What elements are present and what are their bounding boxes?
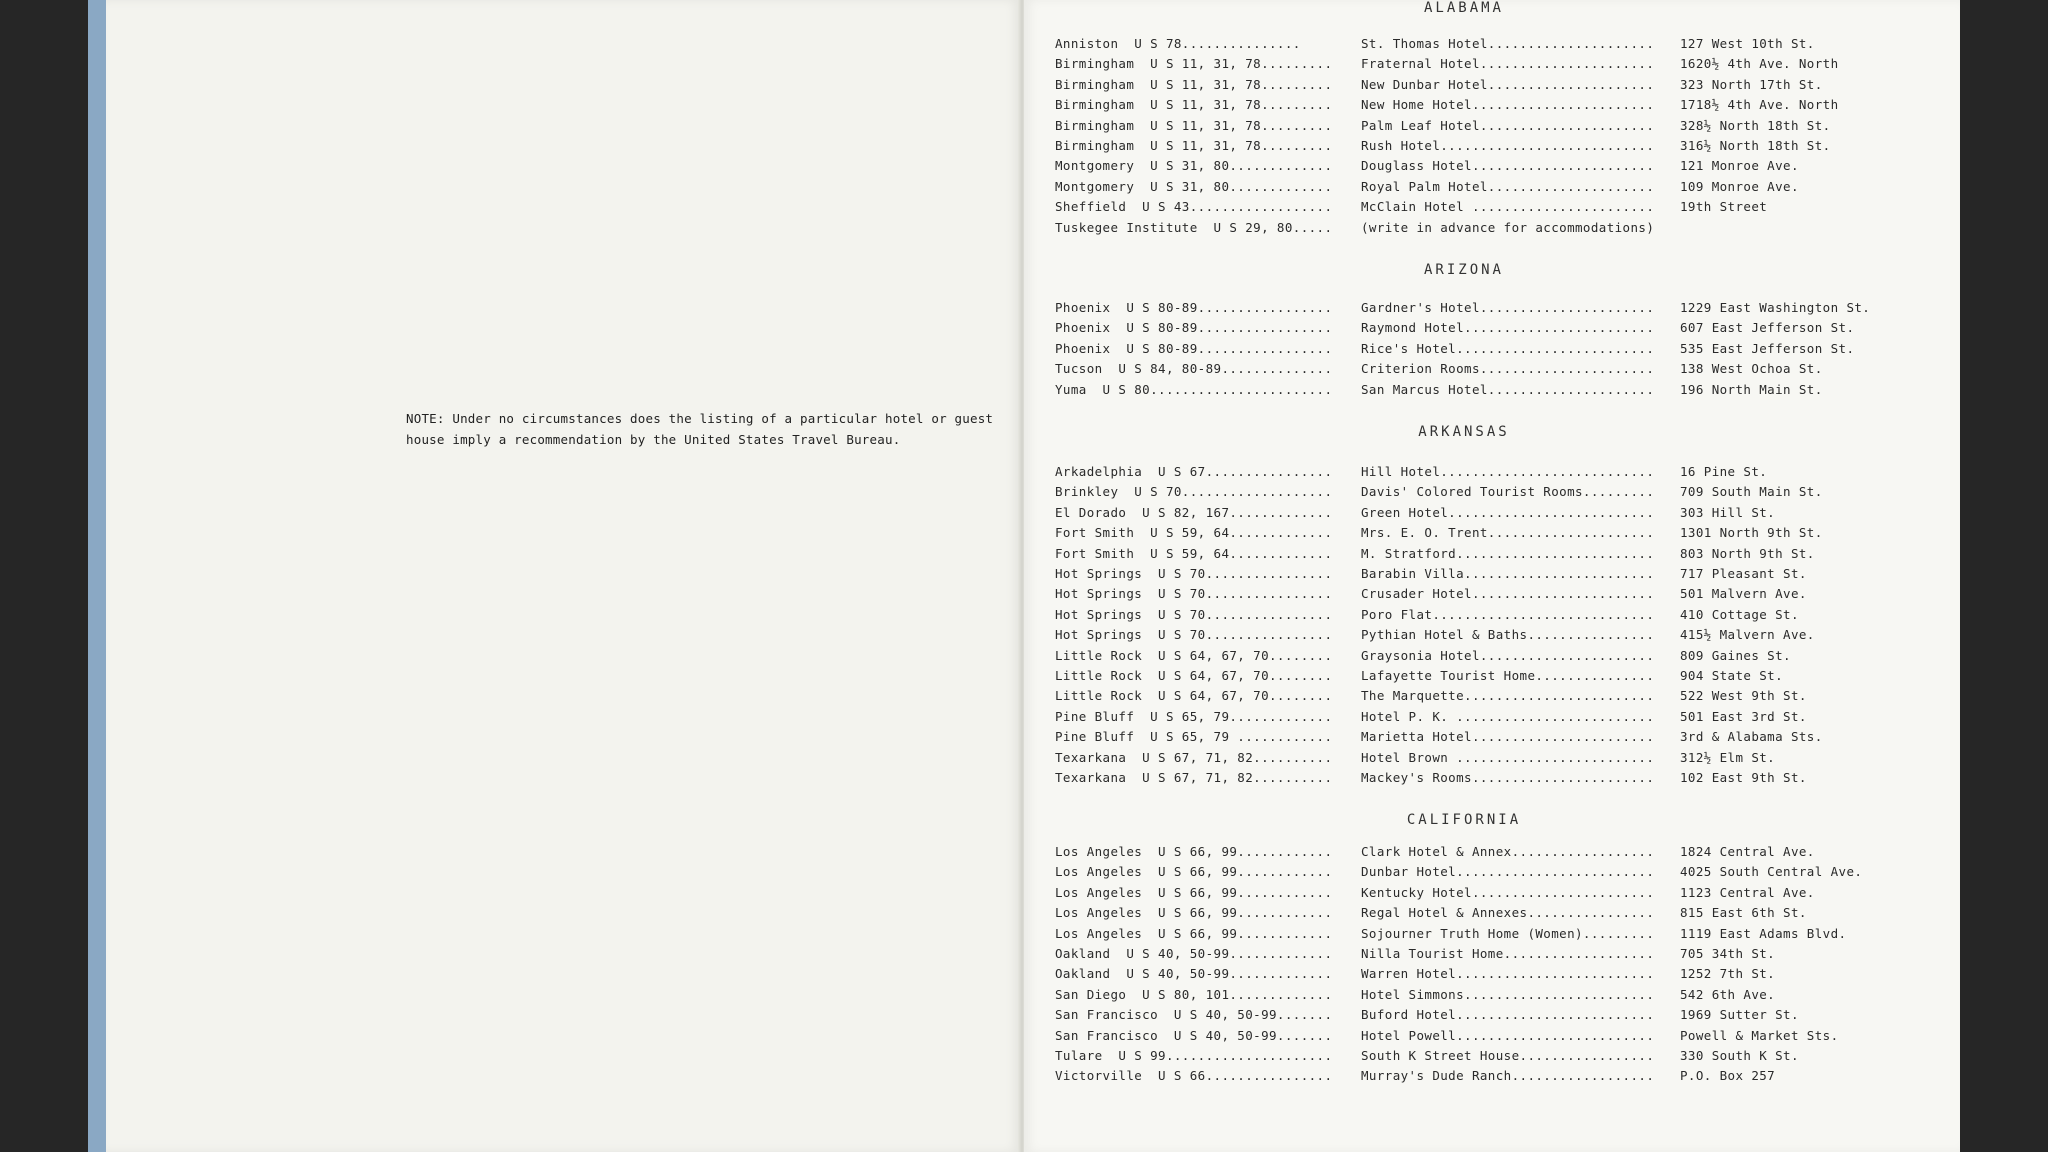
entry-address: 1718½ 4th Ave. North: [1680, 97, 1839, 112]
entry-address: Powell & Market Sts.: [1680, 1028, 1839, 1043]
entry-city: San Francisco U S 40, 50-99.......: [1055, 1007, 1333, 1022]
entry-address: 607 East Jefferson St.: [1680, 320, 1855, 335]
entry-city: Little Rock U S 64, 67, 70........: [1055, 688, 1333, 703]
entry-hotel: Royal Palm Hotel.....................: [1361, 179, 1655, 194]
entry-hotel: Mrs. E. O. Trent.....................: [1361, 525, 1655, 540]
entry-address: 127 West 10th St.: [1680, 36, 1815, 51]
entry-city: Oakland U S 40, 50-99.............: [1055, 946, 1333, 961]
entry-hotel: Raymond Hotel........................: [1361, 320, 1655, 335]
entry-address: 312½ Elm St.: [1680, 750, 1776, 765]
entry-address: 316½ North 18th St.: [1680, 138, 1831, 153]
entry-city: Los Angeles U S 66, 99............: [1055, 905, 1333, 920]
entry-address: 1252 7th St.: [1680, 966, 1776, 981]
entry-city: Texarkana U S 67, 71, 82..........: [1055, 750, 1333, 765]
entry-hotel: Graysonia Hotel......................: [1361, 648, 1655, 663]
entry-city: Phoenix U S 80-89.................: [1055, 320, 1333, 335]
entry-address: 1620½ 4th Ave. North: [1680, 56, 1839, 71]
entry-hotel: Hotel Brown .........................: [1361, 750, 1655, 765]
entry-city: Tulare U S 99.....................: [1055, 1048, 1333, 1063]
entry-city: Los Angeles U S 66, 99............: [1055, 885, 1333, 900]
entry-address: 415½ Malvern Ave.: [1680, 627, 1815, 642]
entry-city: Little Rock U S 64, 67, 70........: [1055, 648, 1333, 663]
entry-address: 717 Pleasant St.: [1680, 566, 1807, 581]
entry-city: Los Angeles U S 66, 99............: [1055, 844, 1333, 859]
entry-address: 1824 Central Ave.: [1680, 844, 1815, 859]
entry-hotel: Lafayette Tourist Home...............: [1361, 668, 1655, 683]
entry-city: Sheffield U S 43..................: [1055, 199, 1333, 214]
entry-address: 121 Monroe Ave.: [1680, 158, 1799, 173]
entry-hotel: Sojourner Truth Home (Women).........: [1361, 926, 1655, 941]
entry-address: 4025 South Central Ave.: [1680, 864, 1863, 879]
entry-hotel: Douglass Hotel.......................: [1361, 158, 1655, 173]
entry-hotel: Fraternal Hotel......................: [1361, 56, 1655, 71]
entry-hotel: Mackey's Rooms.......................: [1361, 770, 1655, 785]
entry-address: 328½ North 18th St.: [1680, 118, 1831, 133]
entry-hotel: Palm Leaf Hotel......................: [1361, 118, 1655, 133]
entry-hotel: Rush Hotel...........................: [1361, 138, 1655, 153]
entry-hotel: Criterion Rooms......................: [1361, 361, 1655, 376]
entry-address: 542 6th Ave.: [1680, 987, 1776, 1002]
entry-hotel: Green Hotel..........................: [1361, 505, 1655, 520]
entry-address: 1119 East Adams Blvd.: [1680, 926, 1847, 941]
entry-city: Los Angeles U S 66, 99............: [1055, 864, 1333, 879]
entry-city: Los Angeles U S 66, 99............: [1055, 926, 1333, 941]
entry-city: Hot Springs U S 70................: [1055, 566, 1333, 581]
state-heading-alabama: ALABAMA: [1423, 0, 1504, 16]
entry-hotel: Hill Hotel...........................: [1361, 464, 1655, 479]
entry-hotel: Buford Hotel.........................: [1361, 1007, 1655, 1022]
entry-address: 323 North 17th St.: [1680, 77, 1823, 92]
entry-hotel: Murray's Dude Ranch..................: [1361, 1068, 1655, 1083]
left-page: [106, 0, 1020, 1152]
entry-address: 410 Cottage St.: [1680, 607, 1799, 622]
entry-hotel: Dunbar Hotel.........................: [1361, 864, 1655, 879]
entry-hotel: New Dunbar Hotel.....................: [1361, 77, 1655, 92]
entry-city: Brinkley U S 70...................: [1055, 484, 1333, 499]
entry-hotel: Crusader Hotel.......................: [1361, 586, 1655, 601]
entry-hotel: Davis' Colored Tourist Rooms.........: [1361, 484, 1655, 499]
entry-hotel: St. Thomas Hotel.....................: [1361, 36, 1655, 51]
entry-city: El Dorado U S 82, 167.............: [1055, 505, 1333, 520]
entry-city: Oakland U S 40, 50-99.............: [1055, 966, 1333, 981]
entry-address: 330 South K St.: [1680, 1048, 1799, 1063]
entry-address: 1229 East Washington St.: [1680, 300, 1871, 315]
entry-city: Birmingham U S 11, 31, 78.........: [1055, 77, 1333, 92]
entry-address: 3rd & Alabama Sts.: [1680, 729, 1823, 744]
entry-city: Pine Bluff U S 65, 79.............: [1055, 709, 1333, 724]
state-heading-arkansas: ARKANSAS: [1418, 424, 1510, 440]
entry-city: Anniston U S 78...............: [1055, 36, 1301, 51]
entry-hotel: M. Stratford.........................: [1361, 546, 1655, 561]
entry-hotel: Nilla Tourist Home...................: [1361, 946, 1655, 961]
entry-hotel: New Home Hotel.......................: [1361, 97, 1655, 112]
entry-city: Fort Smith U S 59, 64.............: [1055, 525, 1333, 540]
entry-address: 1969 Sutter St.: [1680, 1007, 1799, 1022]
entry-address: 803 North 9th St.: [1680, 546, 1815, 561]
entry-hotel: Warren Hotel.........................: [1361, 966, 1655, 981]
entry-address: 19th Street: [1680, 199, 1768, 214]
entry-city: San Diego U S 80, 101.............: [1055, 987, 1333, 1002]
entry-city: Phoenix U S 80-89.................: [1055, 300, 1333, 315]
entry-hotel: South K Street House.................: [1361, 1048, 1655, 1063]
entry-city: Hot Springs U S 70................: [1055, 627, 1333, 642]
entry-address: 1301 North 9th St.: [1680, 525, 1823, 540]
entry-address: 109 Monroe Ave.: [1680, 179, 1799, 194]
entry-address: 501 East 3rd St.: [1680, 709, 1807, 724]
entry-city: Fort Smith U S 59, 64.............: [1055, 546, 1333, 561]
entry-hotel: Hotel P. K. .........................: [1361, 709, 1655, 724]
entry-city: Phoenix U S 80-89.................: [1055, 341, 1333, 356]
state-heading-california: CALIFORNIA: [1406, 812, 1522, 828]
entry-city: Little Rock U S 64, 67, 70........: [1055, 668, 1333, 683]
entry-hotel: The Marquette........................: [1361, 688, 1655, 703]
entry-address: 904 State St.: [1680, 668, 1784, 683]
entry-city: Hot Springs U S 70................: [1055, 607, 1333, 622]
entry-hotel: Barabin Villa........................: [1361, 566, 1655, 581]
entry-address: 501 Malvern Ave.: [1680, 586, 1807, 601]
entry-city: San Francisco U S 40, 50-99.......: [1055, 1028, 1333, 1043]
entry-hotel: Kentucky Hotel.......................: [1361, 885, 1655, 900]
entry-address: 522 West 9th St.: [1680, 688, 1807, 703]
entry-hotel: Marietta Hotel.......................: [1361, 729, 1655, 744]
entry-address: 705 34th St.: [1680, 946, 1776, 961]
entry-address: 138 West Ochoa St.: [1680, 361, 1823, 376]
state-heading-arizona: ARIZONA: [1423, 262, 1504, 278]
entry-address: 535 East Jefferson St.: [1680, 341, 1855, 356]
entry-city: Arkadelphia U S 67................: [1055, 464, 1333, 479]
blue-cover-edge: [88, 0, 106, 1152]
entry-address: 196 North Main St.: [1680, 382, 1823, 397]
entry-address: 16 Pine St.: [1680, 464, 1768, 479]
entry-city: Montgomery U S 31, 80.............: [1055, 179, 1333, 194]
entry-hotel: Gardner's Hotel......................: [1361, 300, 1655, 315]
entry-hotel: Regal Hotel & Annexes................: [1361, 905, 1655, 920]
entry-city: Montgomery U S 31, 80.............: [1055, 158, 1333, 173]
entry-hotel: Poro Flat............................: [1361, 607, 1655, 622]
entry-city: Birmingham U S 11, 31, 78.........: [1055, 56, 1333, 71]
entry-city: Birmingham U S 11, 31, 78.........: [1055, 97, 1333, 112]
entry-city: Birmingham U S 11, 31, 78.........: [1055, 138, 1333, 153]
entry-hotel: Pythian Hotel & Baths................: [1361, 627, 1655, 642]
entry-address: 303 Hill St.: [1680, 505, 1776, 520]
entry-city: Victorville U S 66................: [1055, 1068, 1333, 1083]
entry-hotel: (write in advance for accommodations): [1361, 220, 1655, 235]
disclaimer-note: NOTE: Under no circumstances does the listing of a particular hotel or guest house imply a recommendation by the United States Travel Bureau.: [406, 411, 994, 447]
entry-city: Texarkana U S 67, 71, 82..........: [1055, 770, 1333, 785]
entry-hotel: McClain Hotel .......................: [1361, 199, 1655, 214]
entry-city: Yuma U S 80.......................: [1055, 382, 1333, 397]
entry-address: 809 Gaines St.: [1680, 648, 1791, 663]
entry-address: P.O. Box 257: [1680, 1068, 1776, 1083]
entry-hotel: San Marcus Hotel.....................: [1361, 382, 1655, 397]
entry-hotel: Clark Hotel & Annex..................: [1361, 844, 1655, 859]
entry-address: 709 South Main St.: [1680, 484, 1823, 499]
entry-address: 1123 Central Ave.: [1680, 885, 1815, 900]
entry-hotel: Rice's Hotel.........................: [1361, 341, 1655, 356]
entry-address: 815 East 6th St.: [1680, 905, 1807, 920]
entry-city: Birmingham U S 11, 31, 78.........: [1055, 118, 1333, 133]
entry-city: Tucson U S 84, 80-89..............: [1055, 361, 1333, 376]
entry-city: Tuskegee Institute U S 29, 80.....: [1055, 220, 1333, 235]
entry-hotel: Hotel Powell.........................: [1361, 1028, 1655, 1043]
entry-city: Hot Springs U S 70................: [1055, 586, 1333, 601]
entry-city: Pine Bluff U S 65, 79 ............: [1055, 729, 1333, 744]
entry-address: 102 East 9th St.: [1680, 770, 1807, 785]
entry-hotel: Hotel Simmons........................: [1361, 987, 1655, 1002]
